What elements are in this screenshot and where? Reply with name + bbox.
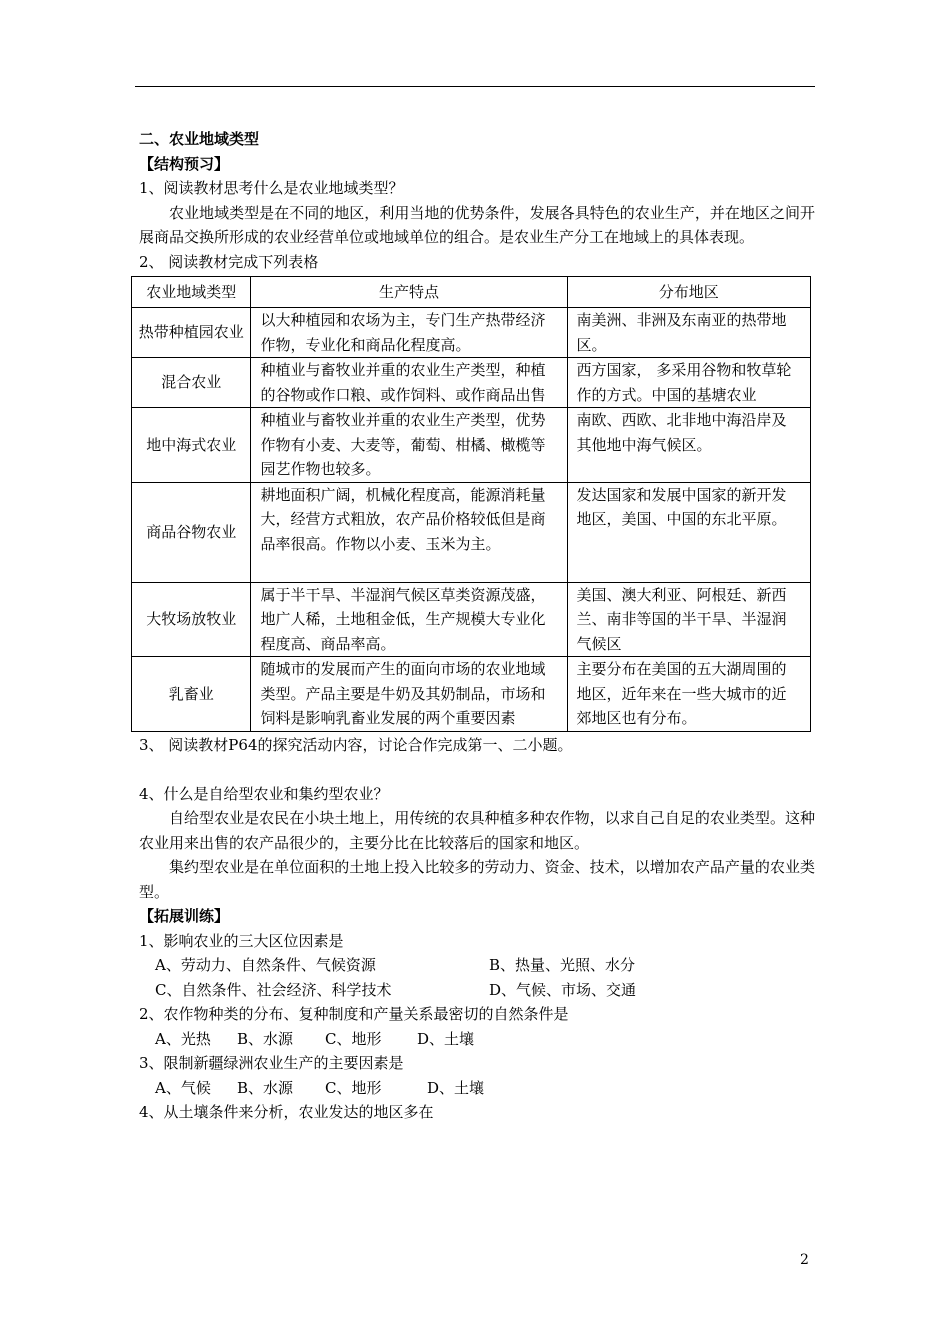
- cell-region: 南欧、西欧、北非地中海沿岸及其他地中海气候区。: [567, 408, 810, 483]
- table-row: [132, 582, 811, 657]
- table-row: [132, 408, 811, 483]
- table-header-type: 农业地域类型: [132, 277, 251, 308]
- question-4: 4、什么是自给型农业和集约型农业？: [139, 784, 389, 803]
- cell-features: 耕地面积广阔，机械化程度高，能源消耗量大，经营方式粗放，农产品价格较低但是商品率很高。作物以小麦、玉米为主。: [251, 482, 567, 582]
- option-c: C、地形: [325, 1029, 382, 1048]
- agriculture-table: [131, 276, 811, 732]
- cell-region: 西方国家， 多采用谷物和牧草轮作的方式。中国的基塘农业: [567, 358, 810, 408]
- page-number: 2: [800, 1252, 809, 1268]
- cell-region: 美国、澳大利亚、阿根廷、新西兰、南非等国的半干旱、半湿润气候区: [567, 582, 810, 657]
- cell-type: 乳畜业: [132, 657, 251, 732]
- question-3: 3、 阅读教材P64的探究活动内容，讨论合作完成第一、二小题。: [139, 735, 573, 754]
- cell-features: 以大种植园和农场为主，专门生产热带经济作物，专业化和商品化程度高。: [251, 308, 567, 358]
- option-b: B、水源: [237, 1078, 294, 1097]
- exercise-heading: 【拓展训练】: [139, 907, 230, 925]
- cell-type: 热带种植园农业: [132, 308, 251, 358]
- exercise-question-2: 2、农作物种类的分布、复种制度和产量关系最密切的自然条件是: [139, 1005, 569, 1023]
- cell-features: 种植业与畜牧业并重的农业生产类型，优势作物有小麦、大麦等，葡萄、柑橘、橄榄等园艺作物也较多。: [251, 408, 567, 483]
- option-b: B、热量、光照、水分: [489, 956, 636, 974]
- exercise-2-options: [139, 1027, 815, 1052]
- cell-features: 种植业与畜牧业并重的农业生产类型，种植的谷物或作口粮、或作饲料、或作商品出售: [251, 358, 567, 408]
- table-row: [132, 308, 811, 358]
- table-header-row: [132, 277, 811, 308]
- option-c: C、自然条件、社会经济、科学技术: [155, 980, 392, 999]
- cell-region: 南美洲、非洲及东南亚的热带地区。: [567, 308, 810, 358]
- exercise-1-options-row-1: [139, 953, 815, 978]
- option-a: A、光热: [155, 1029, 211, 1048]
- option-a: A、气候: [155, 1078, 211, 1097]
- answer-4-part-1: 自给型农业是农民在小块土地上，用传统的农具种植多种农作物，以求自己自足的农业类型。这种农业用来出售的农产品很少的，主要分比在比较落后的国家和地区。: [139, 809, 815, 852]
- option-a: A、劳动力、自然条件、气候资源: [155, 956, 376, 974]
- table-row: [132, 358, 811, 408]
- question-2: 2、 阅读教材完成下列表格: [139, 252, 319, 271]
- table-header-features: 生产特点: [251, 277, 567, 308]
- option-d: D、土壤: [427, 1078, 485, 1097]
- question-1: 1、阅读教材思考什么是农业地域类型？: [139, 179, 404, 197]
- exercise-question-1: 1、影响农业的三大区位因素是: [139, 931, 344, 950]
- section-title: 二、农业地域类型: [139, 130, 260, 148]
- header-rule: [135, 86, 815, 87]
- option-d: D、气候、市场、交通: [489, 980, 637, 999]
- cell-type: 地中海式农业: [132, 408, 251, 483]
- table-row: [132, 482, 811, 582]
- cell-features: 属于半干旱、半湿润气候区草类资源茂盛，地广人稀，土地租金低，生产规模大专业化程度高、商品率高。: [251, 582, 567, 657]
- option-b: B、水源: [237, 1029, 294, 1048]
- option-c: C、地形: [325, 1078, 382, 1097]
- option-d: D、土壤: [417, 1029, 475, 1048]
- answer-1: 农业地域类型是在不同的地区，利用当地的优势条件，发展各具特色的农业生产，并在地区之间开展商品交换所形成的农业经营单位或地域单位的组合。是农业生产分工在地域上的具体表现。: [139, 203, 815, 246]
- exercise-1-options-row-2: [139, 978, 815, 1003]
- exercise-question-4: 4、从土壤条件来分析，农业发达的地区多在: [139, 1103, 434, 1121]
- table-header-region: 分布地区: [567, 277, 810, 308]
- cell-type: 商品谷物农业: [132, 482, 251, 582]
- cell-type: 混合农业: [132, 358, 251, 408]
- table-row: [132, 657, 811, 732]
- exercise-question-3: 3、限制新疆绿洲农业生产的主要因素是: [139, 1054, 404, 1072]
- page-content: [139, 127, 815, 1125]
- preview-heading: 【结构预习】: [139, 154, 230, 173]
- cell-region: 主要分布在美国的五大湖周围的地区，近年来在一些大城市的近郊地区也有分布。: [567, 657, 810, 732]
- cell-features: 随城市的发展而产生的面向市场的农业地域类型。产品主要是牛奶及其奶制品，市场和饲料是影响乳畜业发展的两个重要因素: [251, 657, 567, 732]
- cell-region: 发达国家和发展中国家的新开发地区，美国、中国的东北平原。: [567, 482, 810, 582]
- cell-type: 大牧场放牧业: [132, 582, 251, 657]
- answer-4-part-2: 集约型农业是在单位面积的土地上投入比较多的劳动力、资金、技术，以增加农产品产量的农业类型。: [139, 858, 815, 901]
- exercise-3-options: [139, 1076, 815, 1101]
